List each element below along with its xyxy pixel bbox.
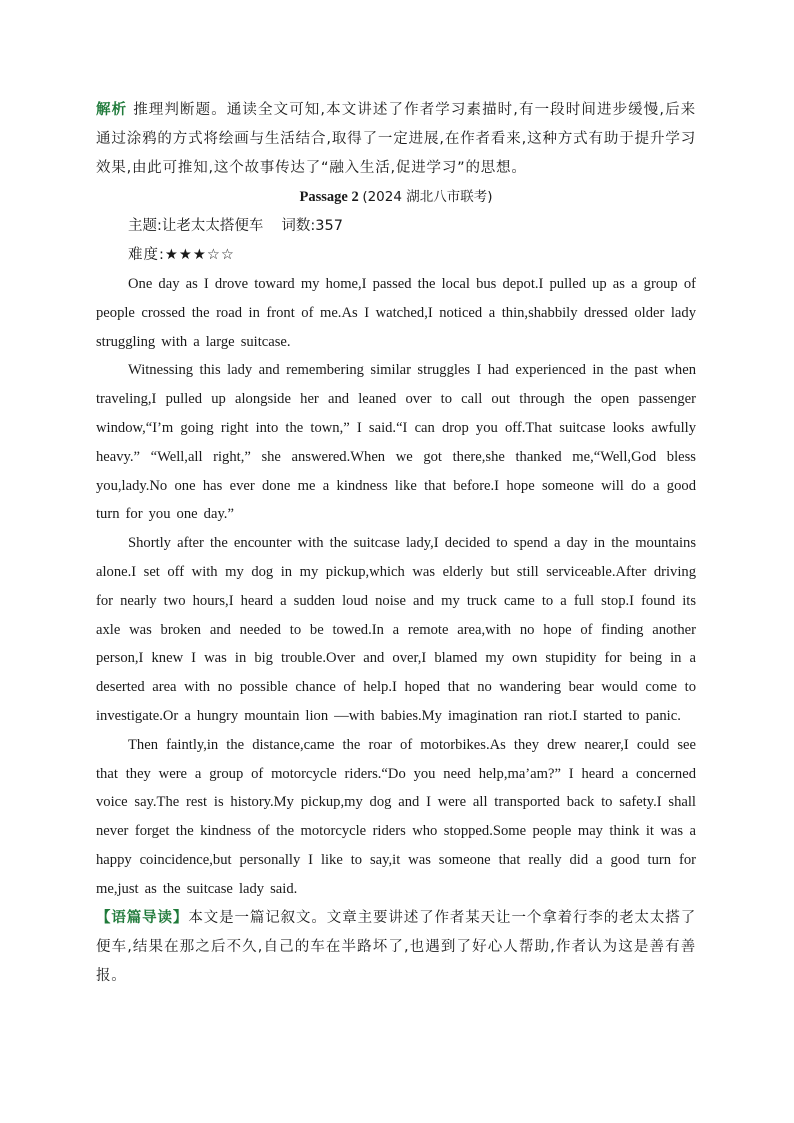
passage-heading [96,183,696,212]
difficulty-rating: 难度:★★★☆☆ [128,247,235,263]
passage-paragraph: Shortly after the encounter with the suitcase lady,I decided to spend a day in the mountains alone.I set off with my dog in my pickup,which was elderly but still serviceable.After driving for nearly two hours,I heard a sudden loud noise and my truck came to a full stop.I found its axle was broken and needed to be towed.In a remote area,with no hope of finding another person,I knew I was in big trouble.Over and over,I blamed my own stupidity for being in a deserted area with no possible chance of help.I hoped that no wandering bear would come to investigate.Or a hungry mountain lion —with babies.My imagination ran riot.I started to panic. [96,535,696,724]
passage-paragraph: Then faintly,in the distance,came the roar of motorbikes.As they drew nearer,I could see that they were a group of motorcycle riders.“Do you need help,ma’am?” I heard a concerned voice say.The rest is history.My pickup,my dog and I were all transported back to safety.I shall never forget the kindness of the motorcycle riders who stopped.Some people may think it was a happy coincidence,but personally I like to say,it was someone that really did a good turn for me,just as the suitcase lady said. [96,736,696,897]
guide-text: 本文是一篇记叙文。文章主要讲述了作者某天让一个拿着行李的老太太搭了便车,结果在那之后不久,自己的车在半路坏了,也遇到了好心人帮助,作者认为这是善有善报。 [96,909,696,984]
passage-paragraph: Witnessing this lady and remembering similar struggles I had experienced in the past when traveling,I pulled up alongside her and leaned over to call out through the open passenger window,“I’m going right into the town,” I said.“I can drop you off.That suitcase looks awfully heavy.” “Well,all right,” she answered.When we got there,she thanked me,“Well,God bless you,lady.No one has ever done me a kindness like that before.I hope someone will do a good turn for you one day.” [96,362,696,523]
passage-meta-topic [96,212,696,241]
passage-meta-difficulty [96,241,696,270]
document-page [96,96,696,991]
analysis-paragraph [96,96,696,183]
guide-paragraph [96,904,696,991]
passage-source: (2024 湖北八市联考) [362,189,493,205]
analysis-text: 推理判断题。通读全文可知,本文讲述了作者学习素描时,有一段时间进步缓慢,后来通过涂鸦的方式将绘画与生活结合,取得了一定进展,在作者看来,这种方式有助于提升学习效果,由此可推知,这个故事传达了“融入生活,促进学习”的思想。 [96,102,696,176]
word-count: 词数:357 [281,218,343,234]
guide-label: 【语篇导读】 [96,909,189,926]
topic-text: 主题:让老太太搭便车 [128,218,264,234]
passage-paragraph: One day as I drove toward my home,I passed the local bus depot.I pulled up as a group of people crossed the road in front of me.As I watched,I noticed a thin,shabbily dressed older lady struggling with a large suitcase. [96,276,696,350]
passage-title: Passage 2 [299,189,359,205]
analysis-label: 解析 [96,102,128,118]
